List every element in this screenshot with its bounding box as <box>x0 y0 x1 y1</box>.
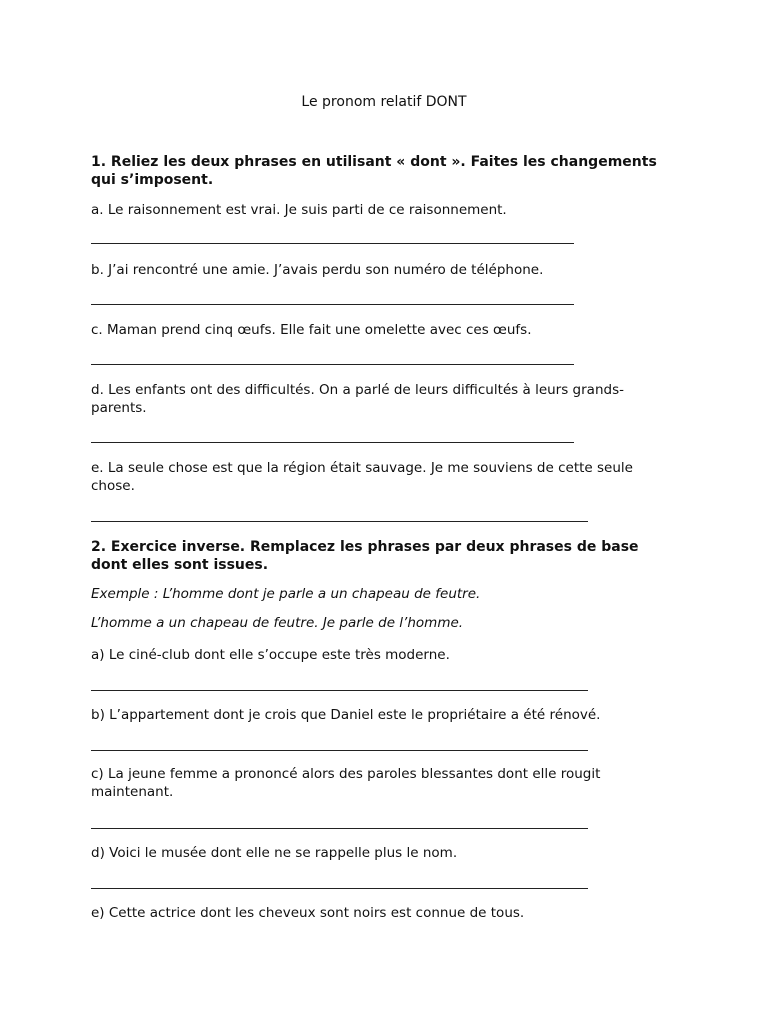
answer-line-2d <box>91 888 588 889</box>
answer-line-2b <box>91 750 588 751</box>
exercise-item-2e: e) Cette actrice dont les cheveux sont noirs est connue de tous. <box>91 905 525 921</box>
answer-line-1a <box>91 243 574 244</box>
answer-line-1b <box>91 304 574 305</box>
exercise-item-1d: d. Les enfants ont des difficultés. On a parlé de leurs difficultés à leurs grands-parents. <box>91 382 624 416</box>
example-sentence: Exemple : L’homme dont je parle a un chapeau de feutre. <box>91 586 481 602</box>
exercise-item-2b: b) L’appartement dont je crois que Daniel este le propriétaire a été rénové. <box>91 707 601 723</box>
exercise-item-1a: a. Le raisonnement est vrai. Je suis parti de ce raisonnement. <box>91 202 507 218</box>
exercise-item-2d: d) Voici le musée dont elle ne se rappelle plus le nom. <box>91 845 458 861</box>
exercise-item-2a: a) Le ciné-club dont elle s’occupe este très moderne. <box>91 647 450 663</box>
exercise-item-1e: e. La seule chose est que la région était sauvage. Je me souviens de cette seule chose. <box>91 460 633 494</box>
section-1-heading: 1. Reliez les deux phrases en utilisant « dont ». Faites les changements qui s’imposent. <box>91 154 657 188</box>
answer-line-1d <box>91 442 574 443</box>
page-title: Le pronom relatif DONT <box>301 94 467 110</box>
exercise-item-1b: b. J’ai rencontré une amie. J’avais perdu son numéro de téléphone. <box>91 262 544 278</box>
section-2-heading: 2. Exercice inverse. Remplacez les phrases par deux phrases de base dont elles sont issues. <box>91 539 639 573</box>
exercise-item-2c: c) La jeune femme a prononcé alors des paroles blessantes dont elle rougit maintenant. <box>91 766 601 800</box>
example-answer: L’homme a un chapeau de feutre. Je parle de l’homme. <box>91 615 464 631</box>
exercise-item-1c: c. Maman prend cinq œufs. Elle fait une omelette avec ces œufs. <box>91 322 532 338</box>
answer-line-2a <box>91 690 588 691</box>
answer-line-2c <box>91 828 588 829</box>
answer-line-1e <box>91 521 588 522</box>
answer-line-1c <box>91 364 574 365</box>
